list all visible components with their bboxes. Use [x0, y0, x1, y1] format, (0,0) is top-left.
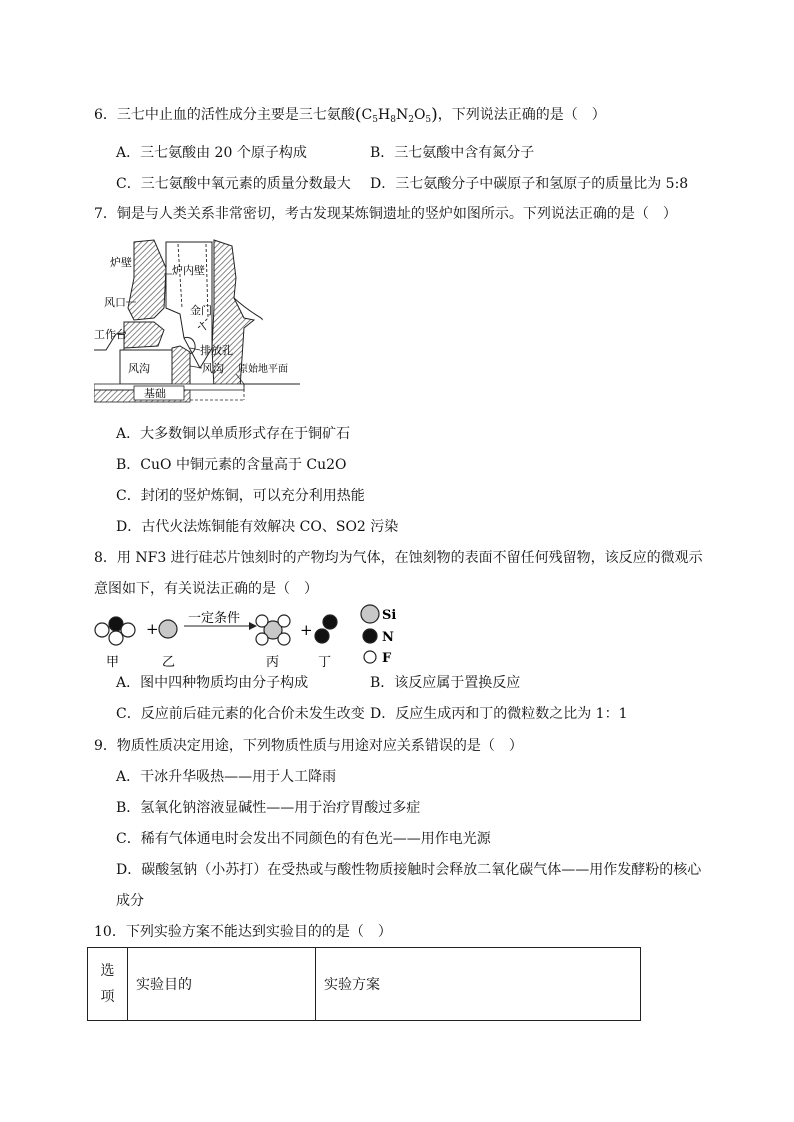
reaction-diagram	[92, 600, 412, 672]
q7-option-a[interactable]: A．大多数铜以单质形式存在于铜矿石	[116, 426, 351, 442]
label-duct1: 风沟	[128, 362, 150, 375]
q9-option-d-line2[interactable]: 成分	[116, 893, 144, 909]
q6-option-a[interactable]: A．三七氨酸由 20 个原子构成	[116, 145, 307, 161]
label-inner-wall: 炉内壁	[172, 264, 205, 277]
q8-option-c[interactable]: C．反应前后硅元素的化合价未发生改变	[116, 706, 365, 722]
q8-option-d[interactable]: D．反应生成丙和丁的微粒数之比为 1：1	[370, 706, 628, 722]
plus-sign-2: +	[300, 621, 313, 639]
label-vent: 排放孔	[200, 344, 233, 357]
q6-formula: $C_5H_8N_2O_5$	[361, 107, 432, 125]
q6-option-d[interactable]: D．三七氨酸分子中碳原子和氢原子的质量比为 5:8	[370, 176, 689, 192]
q6-stem-pre: 6．三七中止血的活性成分主要是三七氨酸	[94, 107, 355, 123]
q9-option-b[interactable]: B．氢氧化钠溶液显碱性——用于治疗胃酸过多症	[116, 800, 421, 816]
q6-stem	[94, 106, 606, 129]
label-wall: 炉壁	[110, 256, 132, 269]
q9-stem: 9．物质性质决定用途，下列物质性质与用途对应关系错误的是（ ）	[94, 738, 523, 754]
q10-table	[87, 947, 641, 1021]
label-tuyere: 风口	[104, 296, 126, 309]
table-header-row	[88, 948, 641, 1021]
q7-option-c[interactable]: C．封闭的竖炉炼铜，可以充分利用热能	[116, 488, 365, 504]
q8-option-b[interactable]: B．该反应属于置换反应	[370, 675, 521, 691]
q6-option-b[interactable]: B．三七氨酸中含有氮分子	[370, 145, 535, 161]
legend-f: F	[382, 651, 392, 666]
legend-n: N	[382, 630, 394, 645]
q7-stem: 7．铜是与人类关系非常密切，考古发现某炼铜遗址的竖炉如图所示。下列说法正确的是（ ）	[94, 206, 677, 222]
q9-option-a[interactable]: A．干冰升华吸热——用于人工降雨	[116, 769, 337, 785]
header-option: 选 项	[88, 948, 128, 1021]
label-duct2: 风沟	[202, 362, 224, 375]
label-ground: 原始地平面	[238, 364, 288, 375]
q6-option-c[interactable]: C．三七氨酸中氧元素的质量分数最大	[116, 176, 351, 192]
formula-close-paren: )	[431, 105, 438, 125]
label-gate: 金门	[190, 304, 212, 317]
header-scheme: 实验方案	[316, 948, 641, 1021]
q6-stem-post: ，下列说法正确的是（ ）	[437, 107, 606, 123]
q10-stem: 10．下列实验方案不能达到实验目的的是（ ）	[94, 924, 392, 940]
q7-option-b[interactable]: B．CuO 中铜元素的含量高于 Cu2O	[116, 457, 347, 473]
furnace-figure	[94, 238, 300, 404]
label-base: 基础	[144, 387, 166, 400]
label-platform: 工作台	[94, 328, 127, 341]
label-bing: 丙	[266, 655, 280, 670]
reaction-condition: 一定条件	[188, 611, 241, 626]
q8-option-a[interactable]: A．图中四种物质均由分子构成	[116, 675, 309, 691]
q8-stem-line2: 意图如下，有关说法正确的是（ ）	[94, 581, 318, 597]
q9-option-d-line1[interactable]: D．碳酸氢钠（小苏打）在受热或与酸性物质接触时会释放二氧化碳气体——用作发酵粉的核心	[116, 862, 702, 878]
q9-option-c[interactable]: C．稀有气体通电时会发出不同颜色的有色光——用作电光源	[116, 831, 491, 847]
legend-si: Si	[382, 608, 397, 623]
q7-option-d[interactable]: D．古代火法炼铜能有效解决 CO、SO2 污染	[116, 519, 399, 535]
label-yi: 乙	[162, 655, 176, 670]
label-ding: 丁	[318, 655, 332, 670]
plus-sign-1: +	[146, 620, 159, 638]
header-purpose: 实验目的	[128, 948, 316, 1021]
label-jia: 甲	[106, 655, 120, 670]
q8-stem-line1: 8．用 NF3 进行硅芯片蚀刻时的产物均为气体，在蚀刻物的表面不留任何残留物，该反应的微观示	[94, 550, 703, 566]
formula-open-paren: (	[354, 105, 362, 125]
